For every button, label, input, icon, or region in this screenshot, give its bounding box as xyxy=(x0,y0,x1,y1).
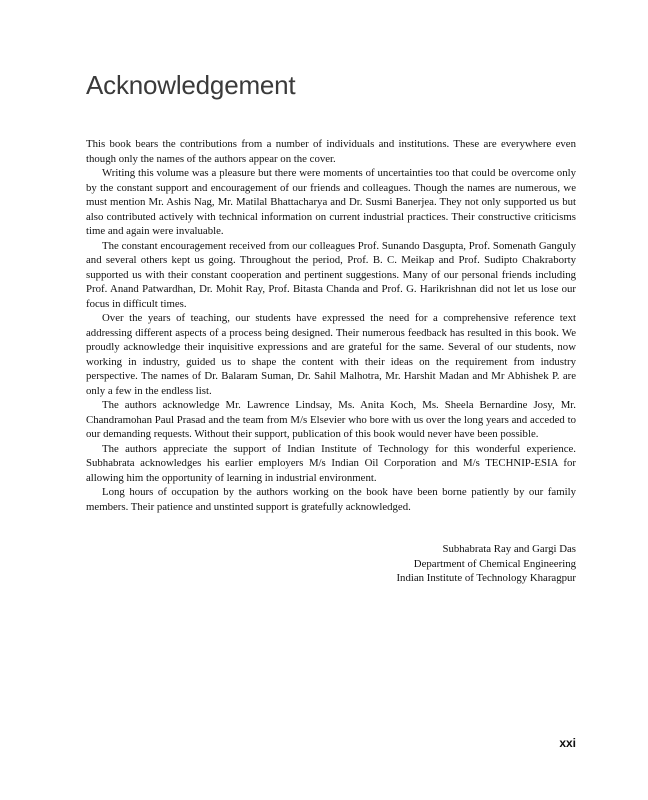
page-number: xxi xyxy=(559,736,576,750)
paragraph-3: The constant encouragement received from our colleagues Prof. Sunando Dasgupta, Prof. Somenath Ganguly and several others kept us going. Throughout the period, Prof. B. C. Meikap and Prof. Sudipto Chakraborty supported us with their constant cooperation and pertinent suggestions. Many of our personal friends including Prof. Anand Patwardhan, Dr. Mohit Ray, Prof. Bitasta Chanda and Prof. G. Harikrishnan did not let us lose our focus in difficult times. xyxy=(86,239,576,310)
signature-department: Department of Chemical Engineering xyxy=(413,557,576,570)
paragraph-7: Long hours of occupation by the authors working on the book have been borne patiently by our family members. Their patience and unstinted support is gratefully acknowledged. xyxy=(86,486,576,513)
page-title: Acknowledgement xyxy=(86,70,296,100)
paragraph-1: This book bears the contributions from a number of individuals and institutions. These are everywhere even though only the names of the authors appear on the cover. xyxy=(86,138,576,165)
paragraph-2: Writing this volume was a pleasure but there were moments of uncertainties too that could be overcome only by the constant support and encouragement of our friends and colleagues. Though the names are numerous, we must mention Mr. Ashis Nag, Mr. Matilal Bhattacharya and Dr. Susmi Banerjea. They not only supported us but also contributed actively with technical information on current industrial practices. Their constructive criticisms time and again were invaluable. xyxy=(86,167,576,237)
signature-block xyxy=(396,542,576,586)
signature-institute: Indian Institute of Technology Kharagpur xyxy=(396,572,576,584)
paragraph-4: Over the years of teaching, our students have expressed the need for a comprehensive reference text addressing different aspects of a process being designed. Their numerous feedback has resulted in this book. We proudly acknowledge their inquisitive expressions and are grateful for the same. Several of our students, now working in industry, guided us to shape the content with their ideas on the requirement from industry perspective. The names of Dr. Balaram Suman, Dr. Sahil Malhotra, Mr. Harshit Madan and Mr Abhishek P. are only a few in the endless list. xyxy=(86,312,576,397)
paragraph-5: The authors acknowledge Mr. Lawrence Lindsay, Ms. Anita Koch, Ms. Sheela Bernardine Josy, Mr. Chandramohan Paul Prasad and the team from M/s Elsevier who bore with us over the long years and acceded to our demanding requests. Without their support, publication of this book would never have been possible. xyxy=(86,399,576,440)
signature-authors: Subhabrata Ray and Gargi Das xyxy=(442,543,576,555)
paragraph-6: The authors appreciate the support of Indian Institute of Technology for this wonderful experience. Subhabrata acknowledges his earlier employers M/s Indian Oil Corporation and M/s TECHNIP-ESIA for allowing him the opportunity of learning in industrial environment. xyxy=(86,442,576,484)
acknowledgement-body xyxy=(86,137,576,514)
